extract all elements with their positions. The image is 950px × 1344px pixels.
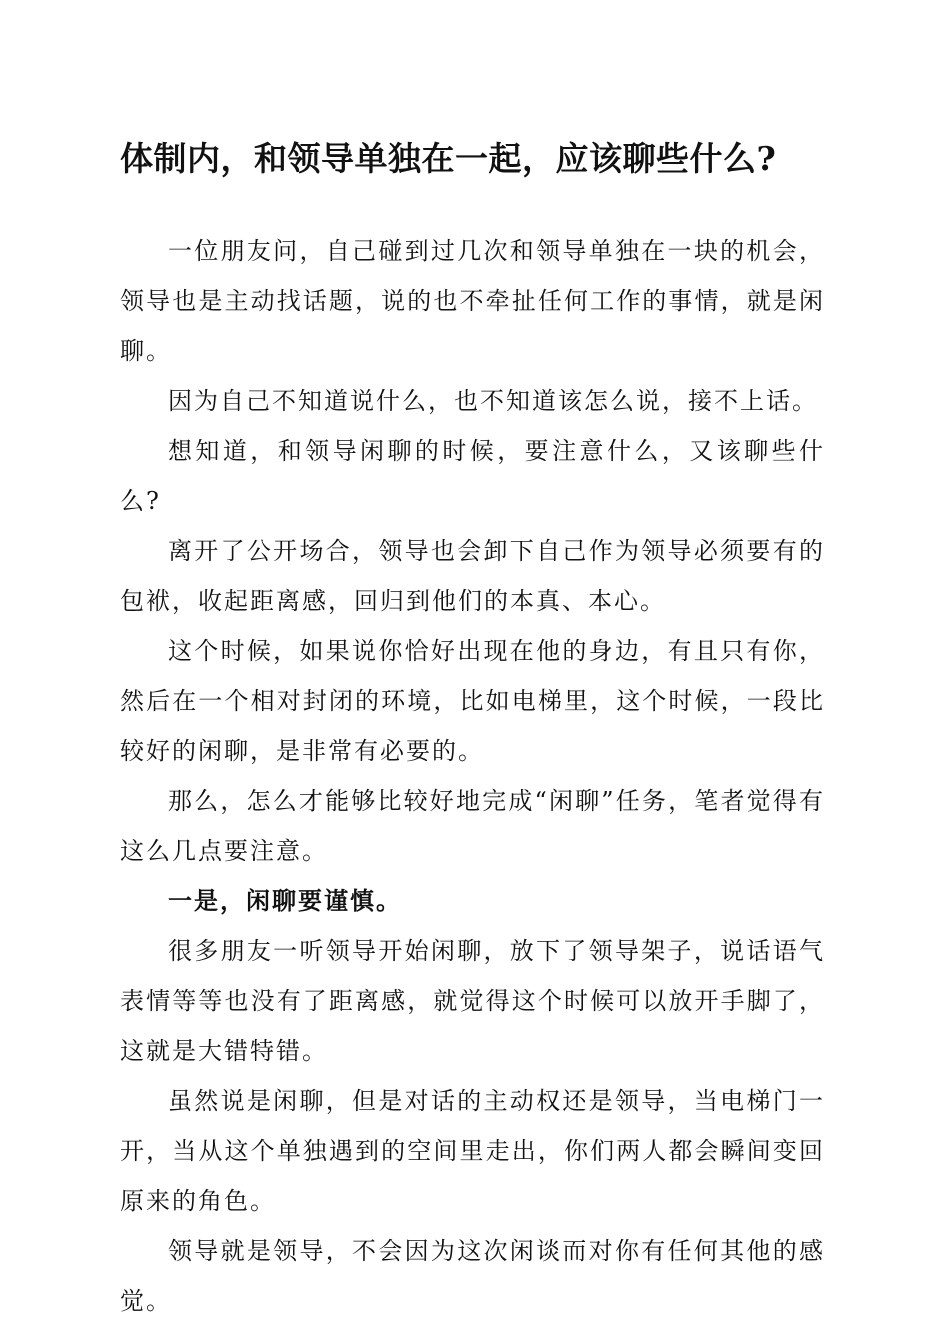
paragraph-10: 领导就是领导，不会因为这次闲谈而对你有任何其他的感觉。 [120,1237,825,1315]
paragraph-2: 因为自己不知道说什么，也不知道该怎么说，接不上话。 [168,387,818,415]
paragraph-1: 一位朋友问，自己碰到过几次和领导单独在一块的机会，领导也是主动找话题，说的也不牵扯任何工作的事情，就是闲聊。 [120,237,825,365]
paragraph-5: 这个时候，如果说你恰好出现在他的身边，有且只有你，然后在一个相对封闭的环境，比如电梯里，这个时候，一段比较好的闲聊，是非常有必要的。 [120,637,825,765]
paragraph-6: 那么，怎么才能够比较好地完成“闲聊”任务，笔者觉得有这么几点要注意。 [120,787,825,865]
document-title: 体制内，和领导单独在一起，应该聊些什么? [120,139,777,178]
document-body [120,226,825,1326]
paragraph-4: 离开了公开场合，领导也会卸下自己作为领导必须要有的包袱，收起距离感，回归到他们的本真、本心。 [120,537,825,615]
section-heading-1: 一是，闲聊要谨慎。 [168,886,402,915]
paragraph-8: 很多朋友一听领导开始闲聊，放下了领导架子，说话语气表情等等也没有了距离感，就觉得这个时候可以放开手脚了，这就是大错特错。 [120,937,825,1065]
paragraph-9: 虽然说是闲聊，但是对话的主动权还是领导，当电梯门一开，当从这个单独遇到的空间里走出，你们两人都会瞬间变回原来的角色。 [120,1087,825,1215]
paragraph-3: 想知道，和领导闲聊的时候，要注意什么，又该聊些什么? [120,437,825,515]
